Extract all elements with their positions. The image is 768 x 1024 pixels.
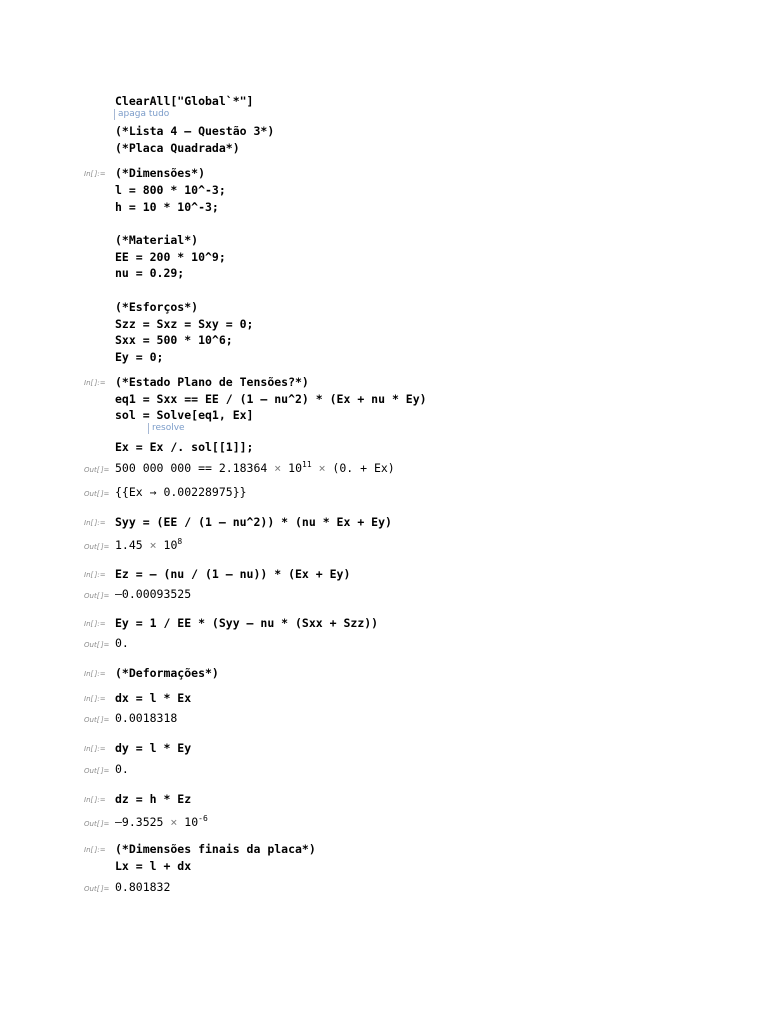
out-label: Out[ ]= — [84, 641, 110, 649]
output-ey: 0. — [115, 636, 129, 650]
out-label: Out[ ]= — [84, 716, 110, 724]
comment-esforcos[interactable]: (*Esforços*) — [115, 300, 199, 314]
input-dz[interactable]: dz = h * Ez — [115, 792, 192, 806]
comment-lista[interactable]: (*Lista 4 – Questão 3*) — [115, 124, 275, 138]
input-eq1[interactable]: eq1 = Sxx == EE / (1 – nu^2) * (Ex + nu * Ey) — [115, 392, 427, 406]
in-label: In[ ]:= — [84, 745, 106, 753]
input-ey-recalc[interactable]: Ey = 1 / EE * (Syy – nu * (Sxx + Szz)) — [115, 616, 379, 630]
input-ee[interactable]: EE = 200 * 10^9; — [115, 250, 226, 264]
out-label: Out[ ]= — [84, 490, 110, 498]
output-dz: $-9.3525 \times 10^{-6}$ — [115, 814, 208, 829]
output-sol: {{Ex → 0.00228975}} — [115, 485, 247, 499]
in-label: In[ ]:= — [84, 796, 106, 804]
resolve-hint: resolve — [148, 423, 185, 434]
apaga-tudo-hint: apaga tudo — [114, 109, 169, 120]
input-ez[interactable]: Ez = – (nu / (1 – nu)) * (Ex + Ey) — [115, 567, 351, 581]
out-label: Out[ ]= — [84, 885, 110, 893]
input-lx[interactable]: Lx = l + dx — [115, 859, 192, 873]
in-label: In[ ]:= — [84, 620, 106, 628]
output-syy: $1.45 \times 10^8$ — [115, 537, 183, 552]
input-ex[interactable]: Ex = Ex /. sol[[1]]; — [115, 440, 254, 454]
output-eq1: 500 000 $000 == 2.18364 \times 10^{11} \times (0$. + Ex) — [115, 460, 395, 475]
in-label: In[ ]:= — [84, 846, 106, 854]
out-label: Out[ ]= — [84, 820, 110, 828]
comment-placa[interactable]: (*Placa Quadrada*) — [115, 141, 240, 155]
in-label: In[ ]:= — [84, 670, 106, 678]
input-l[interactable]: l = 800 * 10^-3; — [115, 183, 226, 197]
input-dy[interactable]: dy = l * Ey — [115, 741, 192, 755]
input-syy[interactable]: Syy = (EE / (1 – nu^2)) * (nu * Ex + Ey) — [115, 515, 392, 529]
out-label: Out[ ]= — [84, 543, 110, 551]
input-sol[interactable]: sol = Solve[eq1, Ex] — [115, 408, 254, 422]
output-dx: 0.0018318 — [115, 711, 178, 725]
comment-estado-plano[interactable]: (*Estado Plano de Tensões?*) — [115, 375, 309, 389]
output-ez: –0.00093525 — [115, 587, 192, 601]
out-label: Out[ ]= — [84, 466, 110, 474]
in-label: In[ ]:= — [84, 170, 106, 178]
output-lx: 0.801832 — [115, 880, 171, 894]
comment-dimensoes-finais[interactable]: (*Dimensões finais da placa*) — [115, 842, 316, 856]
comment-material[interactable]: (*Material*) — [115, 233, 199, 247]
comment-dimensoes[interactable]: (*Dimensões*) — [115, 166, 206, 180]
input-sxx[interactable]: Sxx = 500 * 10^6; — [115, 333, 233, 347]
input-szz[interactable]: Szz = Sxz = Sxy = 0; — [115, 317, 254, 331]
in-label: In[ ]:= — [84, 379, 106, 387]
clearall-input[interactable]: ClearAll["Global`*"] — [115, 94, 254, 108]
in-label: In[ ]:= — [84, 571, 106, 579]
in-label: In[ ]:= — [84, 519, 106, 527]
input-dx[interactable]: dx = l * Ex — [115, 691, 192, 705]
input-nu[interactable]: nu = 0.29; — [115, 266, 185, 280]
input-ey[interactable]: Ey = 0; — [115, 350, 164, 364]
input-h[interactable]: h = 10 * 10^-3; — [115, 200, 219, 214]
output-dy: 0. — [115, 762, 129, 776]
in-label: In[ ]:= — [84, 695, 106, 703]
out-label: Out[ ]= — [84, 592, 110, 600]
comment-deformacoes[interactable]: (*Deformações*) — [115, 666, 219, 680]
out-label: Out[ ]= — [84, 767, 110, 775]
